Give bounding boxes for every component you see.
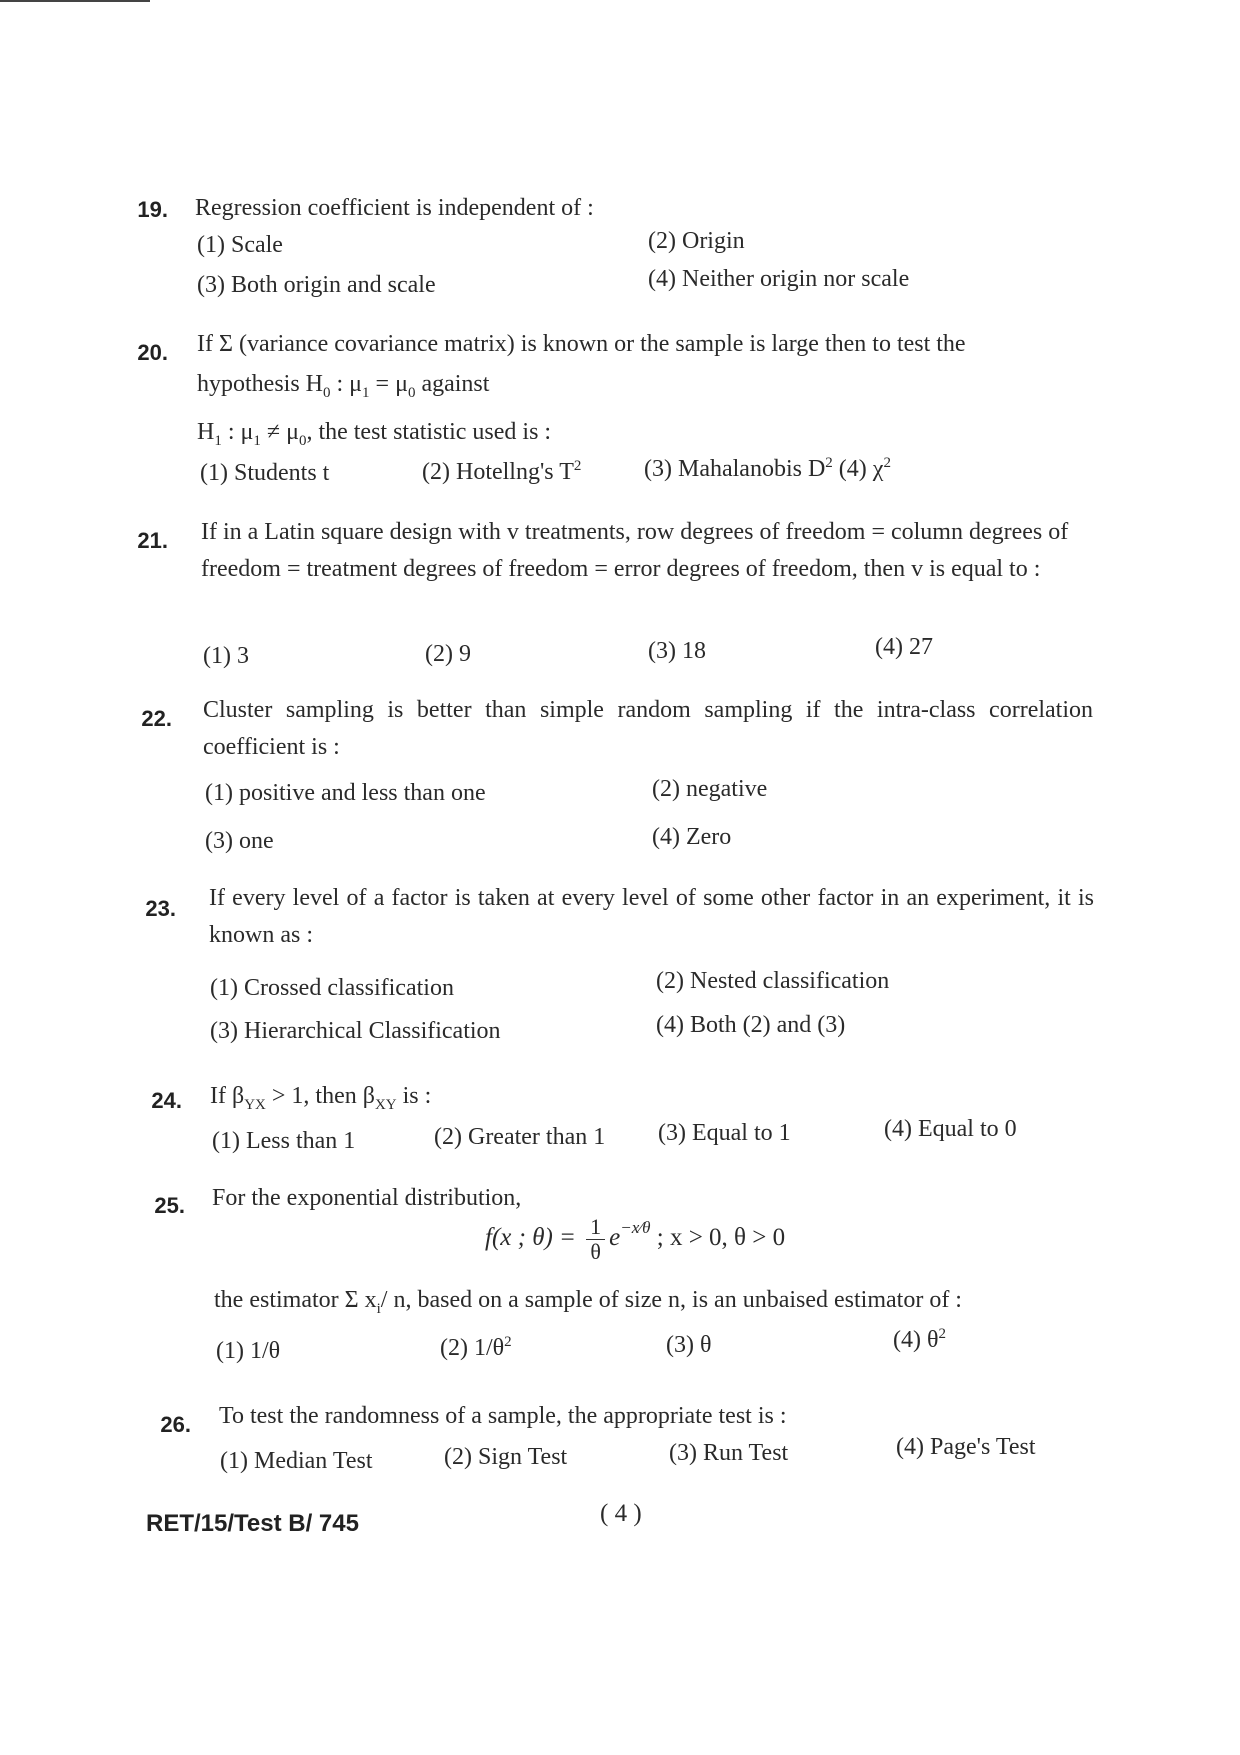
- formula-e: e: [609, 1224, 621, 1252]
- option-4[interactable]: (4) 27: [875, 634, 933, 660]
- option-2[interactable]: [440, 1334, 512, 1362]
- option-2[interactable]: (2) Origin: [648, 228, 745, 254]
- subscript: 0: [323, 384, 331, 401]
- question-number: 26.: [160, 1412, 191, 1437]
- option-3[interactable]: (3) Hierarchical Classification: [210, 1018, 501, 1044]
- option-2[interactable]: (2) negative: [652, 776, 768, 802]
- subscript: 0: [407, 384, 416, 401]
- option-4[interactable]: (4) Equal to 0: [884, 1116, 1017, 1142]
- option-1[interactable]: (1) Students t: [200, 460, 330, 486]
- subscript: 1: [253, 432, 261, 449]
- option-3[interactable]: (3) Run Test: [669, 1440, 789, 1466]
- question-text-line-1: If Σ (variance covariance matrix) is known or the sample is large then to test the: [197, 331, 966, 357]
- subscript: i: [376, 1300, 381, 1317]
- text-segment: = μ: [369, 371, 408, 397]
- formula-lhs: f(x ; θ) =: [485, 1224, 576, 1252]
- text-segment: If β: [210, 1083, 245, 1109]
- page-number: ( 4 ): [600, 1500, 642, 1527]
- option-text: (2) 1/θ: [440, 1335, 505, 1361]
- option-text: (4) θ: [893, 1327, 939, 1353]
- option-1[interactable]: (1) Crossed classification: [210, 975, 454, 1001]
- subscript: 0: [298, 432, 307, 449]
- option-1[interactable]: (1) Median Test: [220, 1448, 373, 1474]
- question-number: 25.: [154, 1193, 185, 1218]
- option-text: (3) Mahalanobis D: [644, 456, 826, 482]
- text-segment: the estimator Σ x: [214, 1287, 377, 1313]
- question-text: For the exponential distribution,: [212, 1185, 522, 1211]
- superscript: 2: [938, 1326, 946, 1342]
- question-text-2: [214, 1282, 962, 1328]
- question-text: If in a Latin square design with v treatments, row degrees of freedom = column degrees of freedom = treatment degrees of freedom = error degrees of freedom, then v is equal to :: [201, 519, 1069, 582]
- question-text-line-3: [197, 414, 551, 460]
- option-2[interactable]: (2) 9: [425, 641, 471, 667]
- option-3[interactable]: (3) θ: [666, 1332, 712, 1358]
- option-2[interactable]: (2) Nested classification: [656, 968, 890, 994]
- superscript: 2: [504, 1334, 512, 1350]
- option-4[interactable]: (4) Zero: [652, 824, 732, 850]
- option-2[interactable]: (2) Greater than 1: [434, 1124, 606, 1150]
- text-segment: against: [415, 371, 490, 397]
- question-text: [210, 1078, 431, 1124]
- text-segment: hypothesis H: [197, 371, 323, 397]
- question-number: 22.: [141, 706, 172, 731]
- option-3[interactable]: (3) Both origin and scale: [197, 272, 436, 298]
- question-number: 19.: [137, 197, 168, 222]
- formula-exponent: −x⁄θ: [620, 1218, 651, 1238]
- text-segment: / n, based on a sample of size n, is an unbaised estimator of :: [380, 1287, 962, 1313]
- question-number: 20.: [137, 340, 168, 365]
- option-4[interactable]: (4) Both (2) and (3): [656, 1012, 846, 1038]
- superscript: 2: [883, 455, 891, 471]
- subscript: 1: [362, 384, 370, 401]
- option-1[interactable]: (1) Less than 1: [212, 1128, 356, 1154]
- text-segment: H: [197, 419, 215, 445]
- formula-condition: ; x > 0, θ > 0: [650, 1224, 786, 1252]
- text-segment: > 1, then β: [265, 1083, 375, 1109]
- question-text: To test the randomness of a sample, the appropriate test is :: [219, 1403, 787, 1429]
- option-4[interactable]: [893, 1326, 946, 1354]
- question-text: Regression coefficient is independent of :: [195, 195, 594, 221]
- text-segment: , the test statistic used is :: [306, 419, 552, 445]
- question-number: 24.: [151, 1088, 182, 1113]
- option-text: (4) χ: [832, 456, 884, 482]
- option-1[interactable]: (1) 3: [203, 643, 249, 669]
- subscript: 1: [214, 432, 222, 449]
- top-rule: [0, 0, 150, 2]
- paper-code: RET/15/Test B/ 745: [146, 1510, 359, 1537]
- text-segment: is :: [396, 1083, 432, 1109]
- text-segment: ≠ μ: [260, 419, 299, 445]
- question-number: 21.: [137, 528, 168, 553]
- option-4[interactable]: (4) Neither origin nor scale: [648, 266, 910, 292]
- option-3[interactable]: (3) 18: [648, 638, 706, 664]
- option-4[interactable]: (4) Page's Test: [896, 1434, 1036, 1460]
- question-number: 23.: [145, 896, 176, 921]
- fraction-numerator: 1: [586, 1215, 605, 1240]
- question-text: If every level of a factor is taken at every level of some other factor in an experiment, it is known as :: [209, 885, 1094, 948]
- option-2[interactable]: (2) Sign Test: [444, 1444, 568, 1470]
- option-3[interactable]: (3) one: [205, 828, 274, 854]
- text-segment: : μ: [330, 371, 363, 397]
- option-3-4[interactable]: [644, 455, 891, 483]
- option-1[interactable]: (1) Scale: [197, 232, 283, 258]
- question-text-line-2: [197, 366, 489, 412]
- option-1[interactable]: (1) 1/θ: [216, 1338, 281, 1364]
- fraction: [586, 1215, 605, 1264]
- option-2[interactable]: [422, 458, 581, 486]
- option-text: (2) Hotellng's T: [422, 459, 574, 485]
- subscript: XY: [374, 1096, 397, 1113]
- text-segment: : μ: [221, 419, 254, 445]
- superscript: 2: [573, 458, 582, 474]
- exponential-pdf-formula: [485, 1215, 785, 1264]
- superscript: 2: [825, 455, 833, 471]
- option-1[interactable]: (1) positive and less than one: [205, 780, 486, 806]
- option-3[interactable]: (3) Equal to 1: [658, 1120, 791, 1146]
- subscript: YX: [244, 1096, 266, 1113]
- question-text: Cluster sampling is better than simple random sampling if the intra-class correlation coefficient is :: [203, 697, 1093, 760]
- fraction-denominator: θ: [590, 1239, 601, 1264]
